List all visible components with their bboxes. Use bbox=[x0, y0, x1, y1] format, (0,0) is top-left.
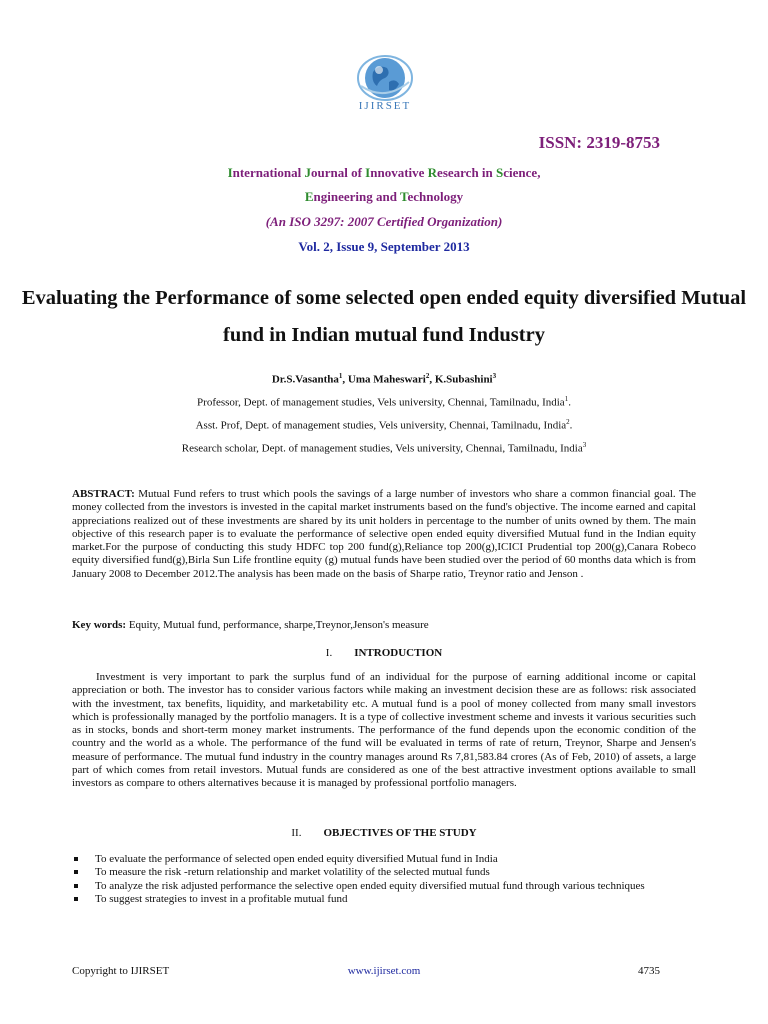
list-item: To analyze the risk adjusted performance the selective open ended equity diversified mutual fund through various techniques bbox=[72, 880, 696, 893]
affiliation-1: Professor, Dept. of management studies, Vels university, Chennai, Tamilnadu, India$^1$. bbox=[197, 395, 571, 409]
author-name: K.Subashini bbox=[434, 373, 493, 386]
affiliation-superscript: 2 bbox=[566, 418, 570, 426]
affiliation-superscript: 1 bbox=[564, 395, 569, 403]
keywords-text: Equity, Mutual fund, performance, sharpe,Treynor,Jenson's measure bbox=[126, 619, 429, 631]
keywords-label: Key words: bbox=[72, 619, 127, 631]
paper-title: Evaluating the Performance of some selected open ended equity diversified Mutual fund in Indian mutual fund Industry bbox=[21, 287, 747, 346]
footer-website-link[interactable]: www.ijirset.com bbox=[347, 965, 421, 977]
journal-name-line2 bbox=[0, 189, 768, 205]
footer-copyright: Copyright to IJIRSET bbox=[72, 965, 170, 977]
objectives-list bbox=[72, 853, 696, 906]
section-heading-introduction bbox=[0, 647, 768, 659]
journal-name-fragment: echnology bbox=[407, 189, 464, 204]
journal-name-fragment: nternational bbox=[232, 165, 305, 180]
journal-name-fragment: T bbox=[400, 189, 408, 204]
section-heading-objectives bbox=[0, 827, 768, 839]
section-number: II. bbox=[291, 827, 302, 839]
footer-page-number: 4735 bbox=[638, 965, 660, 977]
journal-name-fragment: ngineering and bbox=[313, 189, 400, 204]
section-title: INTRODUCTION bbox=[354, 647, 443, 659]
list-item: To evaluate the performance of selected open ended equity diversified Mutual fund in India bbox=[72, 853, 696, 866]
globe-logo-icon bbox=[355, 52, 415, 104]
journal-name-line1 bbox=[0, 165, 768, 181]
section-title: OBJECTIVES OF THE STUDY bbox=[323, 827, 477, 839]
section-number: I. bbox=[325, 647, 333, 659]
list-item: To measure the risk -return relationship and market volatility of the selected mutual funds bbox=[72, 866, 696, 879]
affiliation-3 bbox=[0, 441, 768, 455]
list-item: To suggest strategies to invest in a profitable mutual fund bbox=[72, 893, 696, 906]
author-name: Uma Maheswari bbox=[347, 373, 426, 386]
journal-name-fragment: J bbox=[304, 165, 311, 180]
journal-logo bbox=[340, 52, 430, 122]
journal-name-fragment: ournal of bbox=[311, 165, 366, 180]
affiliation-text: Asst. Prof, Dept. of management studies, Vels university, Chennai, Tamilnadu, India bbox=[195, 419, 567, 432]
affiliation-text: Research scholar, Dept. of management studies, Vels university, Chennai, Tamilnadu, India bbox=[181, 442, 583, 455]
affiliation-text: Professor, Dept. of management studies, Vels university, Chennai, Tamilnadu, India bbox=[197, 396, 565, 409]
volume-issue: Vol. 2, Issue 9, September 2013 bbox=[298, 239, 470, 254]
journal-name-fragment: I bbox=[365, 165, 371, 180]
journal-name-fragment: R bbox=[427, 165, 438, 180]
keywords bbox=[72, 619, 696, 632]
journal-name-fragment: I bbox=[227, 165, 233, 180]
journal-name-fragment: S bbox=[496, 165, 504, 180]
journal-name-fragment: E bbox=[304, 189, 314, 204]
abstract-text: Mutual Fund refers to trust which pools the savings of a large number of investors who share a common financial goal. The money collected from the investors is invested in the capital market instruments based on the fund's objective. The income earned and capital appreciations realized out of these investments are shared by its unit holders in percentage to the number of units owned by them. The main objective of this research paper is to evaluate the performance of selective open ended equity diversified Mutual fund in the Indian equity market.For the purpose of conducting this study HDFC top 200 fund(g),Reliance top 200(g),ICICI Prudential top 200(g),Canara Robeco equity diversified fund(g),Birla Sun Life frontline equity (g) mutual funds have been studied over the period of 60 months data which is from January 2008 to December 2012.The analysis has been made on the basis of Sharpe ratio, Treynor ratio and Jenson . bbox=[72, 488, 696, 580]
journal-name-fragment: cience, bbox=[503, 165, 541, 180]
abstract bbox=[72, 488, 696, 581]
introduction-paragraph: Investment is very important to park the surplus fund of an individual for the purpose of earning additional income or capital appreciation or both. The investor has to consider various factors while making an investment decision these are as follows: risk associated with the investment, tax benefits, liquidity, and marketability etc. A mutual fund is a pool of money collected from many small investors which is professionally managed by the portfolio managers. It is a type of collective investment scheme and invests it various securities such as in stocks, bonds and short-term money market instruments. The performance of the fund depends upon the economic condition of the country and the world as a whole. The performance of the fund will be evaluated in terms of rate of return, Treynor, Sharpe and Jensen's measure of performance. The mutual fund industry in the country manages around Rs 7,81,583.84 crores (As of Feb, 2010) of assets, a large part of which comes from retail investors. Mutual funds are considered as one of the best attractive investment options available to small investors as compare to others alternatives because it is managed by professional portfolio managers. bbox=[72, 671, 696, 790]
author-superscript: 1 bbox=[338, 372, 343, 380]
logo-text: IJIRSET bbox=[358, 100, 412, 112]
journal-name-fragment: nnovative bbox=[370, 165, 428, 180]
authors: Dr.S.Vasantha$^1$, Uma Maheswari$^2$, K.Subashini$^3$ bbox=[271, 372, 497, 386]
author-name: Dr.S.Vasantha bbox=[271, 373, 339, 386]
affiliation-2: Asst. Prof, Dept. of management studies, Vels university, Chennai, Tamilnadu, India$^2$. bbox=[195, 418, 573, 432]
journal-name-fragment: esearch in bbox=[437, 165, 497, 180]
issn: ISSN: 2319-8753 bbox=[538, 133, 660, 152]
iso-certification: (An ISO 3297: 2007 Certified Organization) bbox=[265, 214, 503, 229]
author-superscript: 2 bbox=[425, 372, 430, 380]
author-superscript: 3 bbox=[492, 372, 497, 380]
abstract-label: ABSTRACT: bbox=[72, 488, 135, 500]
affiliation-superscript: 3 bbox=[582, 441, 587, 449]
